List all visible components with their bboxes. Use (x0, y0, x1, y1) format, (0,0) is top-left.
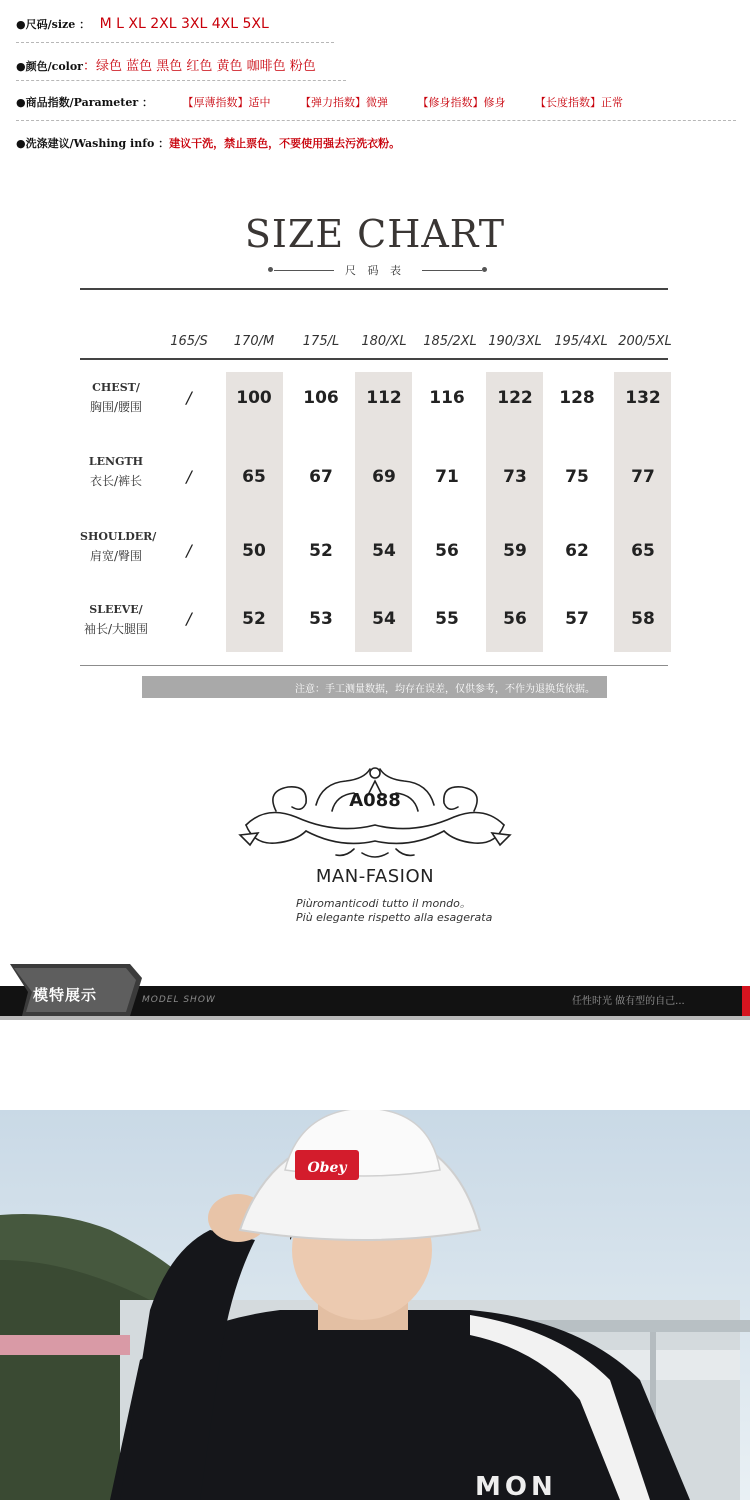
size-chart-title: SIZE CHART (244, 212, 506, 256)
table-cell: 55 (435, 609, 459, 629)
table-cell: 54 (372, 609, 396, 629)
row-label-cn: 肩宽/臀围 (89, 549, 143, 563)
model-show-banner (0, 960, 750, 1022)
param-elasticity-key: 【弹力指数】 (300, 96, 366, 109)
table-cell: / (186, 388, 192, 407)
row-label-en: LENGTH (88, 455, 144, 468)
table-cell: 54 (372, 541, 396, 561)
size-label: 尺码/size ： (25, 18, 91, 31)
color-values: ：绿色 蓝色 黑色 红色 黄色 咖啡色 粉色 (82, 59, 316, 74)
row-label-cn: 胸围/腰围 (89, 400, 143, 414)
banner-right-text: 任性时光 做有型的自己... (572, 996, 685, 1007)
table-cell: 65 (631, 541, 655, 561)
param-fit-key: 【修身指数】 (417, 96, 484, 109)
column-header: 185/2XL (423, 334, 477, 349)
subtitle-line-right (422, 270, 482, 271)
table-cell: 69 (372, 467, 396, 487)
column-header: 190/3XL (488, 334, 542, 349)
divider (16, 80, 346, 81)
table-cell: 52 (242, 609, 266, 629)
ornament-emblem-icon (236, 765, 514, 865)
table-cell: 57 (565, 609, 589, 629)
table-cell: 58 (631, 609, 655, 629)
table-cell: 56 (435, 541, 459, 561)
param-fit-value: 修身 (483, 96, 506, 109)
table-cell: 73 (503, 467, 527, 487)
color-label: 颜色/color (25, 60, 83, 73)
model-photo (0, 1110, 750, 1500)
column-header: 180/XL (361, 334, 407, 349)
bullet-icon: ● (16, 60, 26, 73)
row-label-en: SHOULDER/ (80, 530, 157, 543)
table-cell: / (186, 541, 192, 560)
row-label-en: SLEEVE/ (89, 603, 143, 616)
column-header: 165/S (170, 334, 208, 349)
table-cell: 132 (625, 388, 661, 408)
row-label-length (80, 455, 152, 489)
table-cell: / (186, 467, 192, 486)
row-label-cn: 衣长/裤长 (89, 474, 143, 488)
measurement-note: 注意：手工测量数据，均存在误差，仅供参考，不作为退换货依据。 (295, 684, 595, 695)
table-cell: 52 (309, 541, 333, 561)
column-header: 200/5XL (618, 334, 672, 349)
banner-red-accent (742, 986, 750, 1016)
table-header-rule (80, 358, 668, 360)
table-cell: 106 (303, 388, 339, 408)
chart-top-rule (80, 288, 668, 290)
bullet-icon: ● (16, 137, 26, 150)
table-cell: 100 (236, 388, 272, 408)
washing-label: 洗涤建议/Washing info ： (25, 137, 170, 150)
param-elasticity-value: 微弹 (366, 96, 388, 109)
brand-name: MAN-FASION (315, 866, 435, 887)
bullet-icon: ● (16, 96, 26, 109)
column-header: 195/4XL (554, 334, 608, 349)
measurement-note-bar (142, 676, 607, 698)
parameter-info-line (16, 94, 623, 110)
param-thickness-value: 适中 (248, 96, 271, 109)
brand-tagline-1: Piùromanticodi tutto il mondo。 (296, 897, 471, 910)
model-photo-illustration (0, 1110, 750, 1500)
table-cell: 67 (309, 467, 333, 487)
divider (16, 42, 334, 43)
banner-subtitle: MODEL SHOW (142, 995, 216, 1005)
shirt-print-text: MON (475, 1472, 557, 1500)
washing-info-line (16, 135, 400, 151)
param-thickness-key: 【厚薄指数】 (182, 96, 249, 109)
divider (16, 120, 736, 121)
param-length-value: 正常 (601, 96, 623, 109)
size-info-line (16, 16, 269, 32)
table-cell: 62 (565, 541, 589, 561)
washing-value: 建议干洗，禁止票色，不要使用强去污洗衣粉。 (169, 137, 401, 150)
product-code: A088 (349, 790, 401, 811)
color-info-line (16, 55, 316, 74)
table-cell: 56 (503, 609, 527, 629)
column-header: 170/M (233, 334, 275, 349)
subtitle-dot-right (482, 267, 487, 272)
table-cell: 75 (565, 467, 589, 487)
banner-title: 模特展示 (33, 986, 98, 1004)
brand-tagline-2: Più elegante rispetto alla esagerata (296, 911, 493, 924)
row-label-chest (80, 381, 152, 415)
hat-logo-text: Obey (307, 1160, 347, 1176)
table-bottom-rule (80, 665, 668, 666)
table-cell: 112 (366, 388, 402, 408)
row-label-sleeve (80, 603, 152, 637)
table-cell: 116 (429, 388, 465, 408)
table-cell: 65 (242, 467, 266, 487)
table-cell: 59 (503, 541, 527, 561)
parameter-label: 商品指数/Parameter ： (25, 96, 153, 109)
table-cell: 77 (631, 467, 655, 487)
table-cell: 53 (309, 609, 333, 629)
table-cell: 50 (242, 541, 266, 561)
row-label-cn: 袖长/大腿围 (83, 622, 149, 636)
table-cell: / (186, 609, 192, 628)
param-length-key: 【长度指数】 (535, 96, 601, 109)
table-cell: 122 (497, 388, 533, 408)
bullet-icon: ● (16, 18, 26, 31)
row-label-shoulder (80, 530, 157, 564)
table-cell: 128 (559, 388, 595, 408)
banner-underline (0, 1016, 750, 1020)
row-label-en: CHEST/ (92, 381, 140, 394)
size-values: M L XL 2XL 3XL 4XL 5XL (99, 16, 269, 32)
column-header: 175/L (302, 334, 340, 349)
table-cell: 71 (435, 467, 459, 487)
size-chart-subtitle: 尺 码 表 (345, 264, 405, 277)
